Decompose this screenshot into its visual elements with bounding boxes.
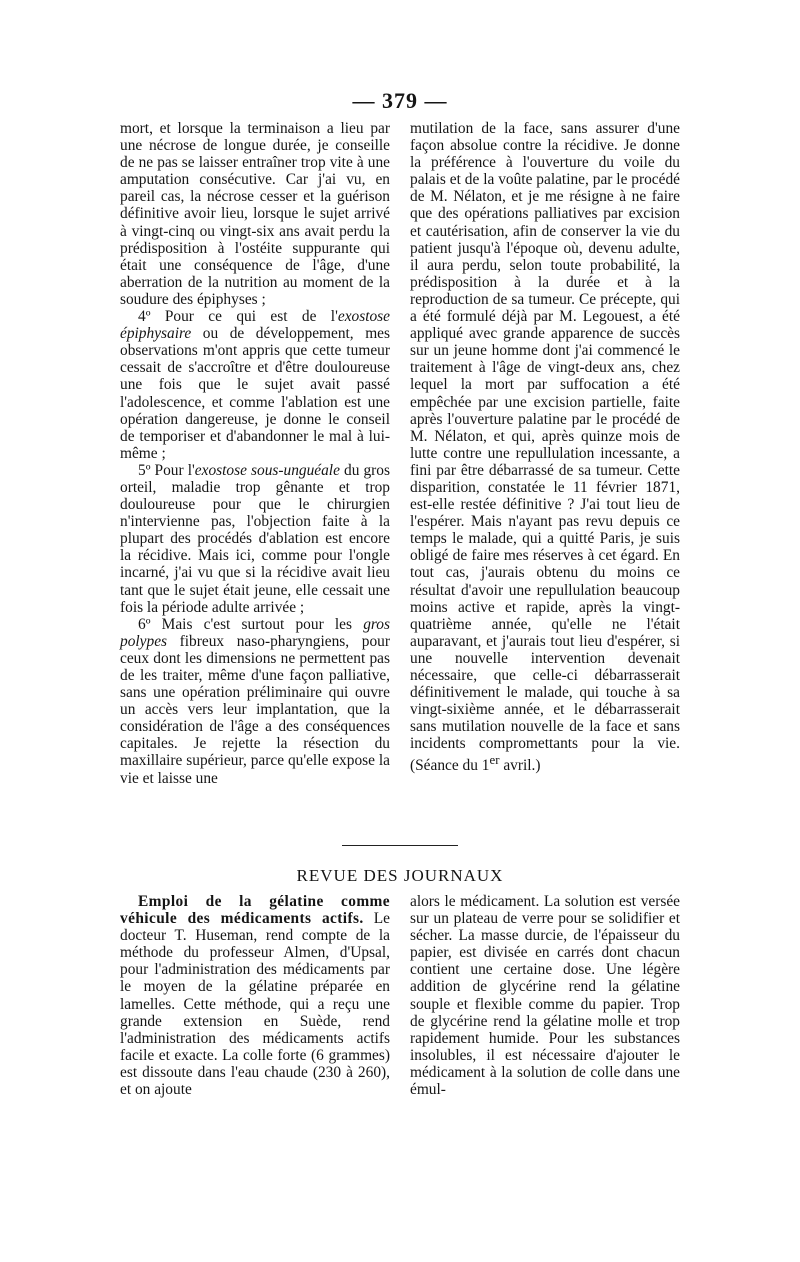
article-title: Emploi de la gélatine comme véhicule des médicaments actifs. — [120, 893, 390, 928]
left-column-bottom — [120, 893, 390, 1098]
italic-term: exostose sous-unguéale — [194, 461, 340, 479]
italic-term: exostose épiphysaire — [120, 308, 390, 343]
italic-term: gros polypes — [120, 615, 390, 650]
paragraph-text: 5º Pour l' — [138, 461, 195, 479]
paragraph-text: du gros orteil, maladie trop gênante et trop douloureuse pour que le chirurgien n'intervienne pas, l'objection faite à la plupart des procédés d'ablation est encore la récidive. Mais ici, comme pour l'ongle incarné, j'ai vu que si la récidive avait lieu tant que le sujet était jeune, elle cessait une fois la période adulte arrivée ; — [120, 461, 390, 616]
paragraph-text: 4º Pour ce qui est de l' — [138, 308, 338, 326]
paragraph-gelatine-cont: alors le médicament. La solution est versée sur un plateau de verre pour se solidifier et sécher. La masse durcie, de l'épaisseur du papier, est divisée en carrés dont chacun contient une certaine dose. Une légère addition de glycérine rend la gélatine souple et flexible comme du papier. Trop de glycérine rend la gélatine molle et trop rapidement humide. Pour les substances insolubles, il est nécessaire d'ajouter le médicament à la solution de colle dans une émul- — [410, 893, 680, 1099]
right-column-top — [410, 120, 680, 775]
section-heading: REVUE DES JOURNAUX — [296, 866, 504, 885]
seance-date: (Séance du 1 — [410, 757, 490, 775]
page-number: — 379 — — [352, 88, 448, 113]
paragraph-exostose-sous-ungueale — [120, 462, 390, 616]
paragraph-text: Le docteur T. Huseman, rend compte de la méthode du professeur Almen, d'Upsal, pour l'administration des médicaments par le moyen de la gélatine préparée en lamelles. Cette méthode, qui a reçu une grande extension en Suède, rend l'administration des médicaments actifs facile et exacte. La colle forte (6 grammes) est dissoute dans l'eau chaude (230 à 260), et on ajoute — [120, 910, 390, 1099]
paragraph-mutilation — [410, 120, 680, 775]
seance-date-end: avril.) — [499, 757, 541, 775]
paragraph-text: fibreux naso-pharyngiens, pour ceux dont les dimensions ne permettent pas de les traiter, même d'une façon palliative, sans une opération préliminaire qui ouvre un accès vers leur implantation, que la considération de l'âge a des conséquences capitales. Je rejette la résection du maxillaire supérieur, parce qu'elle expose la vie et laisse une — [120, 632, 390, 787]
paragraph-text: mutilation de la face, sans assurer d'une façon absolue contre la récidive. Je donne la préférence à l'ouverture du voile du palais et de la voûte palatine, par le procédé de M. Nélaton, et je me résigne à ne faire que des opérations palliatives par excision et cautérisation, afin de conserver la vie du patient jusqu'à l'époque où, devenu adulte, il aura perdu, selon toute probabilité, la prédisposition à la durée et à la reproduction de sa tumeur. Ce précepte, qui a été formulé déjà par M. Legouest, a été appliqué avec grande apparence de succès sur un jeune homme dont j'ai commencé le traitement à l'âge de vingt-deux ans, chez lequel la mort par suffocation a été empêchée par une excision partielle, faite après l'ouverture palatine par le procédé de M. Nélaton, et qui, après quinze mois de lutte contre une repullulation incessante, a fini par être débarrassé de sa tumeur. Cette disparition, constatée le 11 février 1871, est-elle restée définitive ? J'ai tout lieu de l'espérer. Mais n'ayant pas revu depuis ce temps le malade, qui a quitté Paris, je suis obligé de faire mes réserves à cet égard. En tout cas, j'aurais obtenu du moins ce résultat d'avoir une repullulation beaucoup moins active et rapide, après la vingt-quatrième année, qu'elle ne l'était auparavant, et j'aurais tout lieu d'espérer, si une nouvelle intervention devenait nécessaire, que celle-ci débarrasserait définitivement le malade, qui touche à sa vingt-sixième année, et le débarrasserait sans mutilation nouvelle de la face et sans incidents compromettants pour la vie. — [410, 120, 680, 753]
paragraph-text: ou de développement, mes observations m'ont appris que cette tumeur cessait de s'accroître et d'être douloureuse une fois que le sujet avait passé l'adolescence, et comme l'ablation est une opération dangereuse, je donne le conseil de temporiser et d'abandonner le mal à lui-même ; — [120, 325, 390, 462]
paragraph-exostose-epiphysaire — [120, 308, 390, 462]
paragraph-mort: mort, et lorsque la terminaison a lieu par une nécrose de longue durée, je conseille de ne pas se laisser entraîner trop vite à une amputation consécutive. Car j'ai vu, en pareil cas, la nécrose cesser et la guérison définitive avoir lieu, lorsque le sujet arrivé à vingt-cinq ou vingt-six ans avait perdu la prédisposition à l'ostéite suppurante qui était une conséquence de l'âge, d'une aberration de la nutrition au moment de la soudure des épiphyses ; — [120, 120, 390, 308]
left-column-top — [120, 120, 390, 787]
paragraph-gelatine — [120, 893, 390, 1098]
superscript-er: er — [489, 753, 500, 768]
right-column-bottom — [410, 893, 680, 1098]
paragraph-text: 6º Mais c'est surtout pour les — [138, 615, 364, 633]
section-divider — [342, 845, 458, 846]
paragraph-gros-polypes — [120, 616, 390, 787]
